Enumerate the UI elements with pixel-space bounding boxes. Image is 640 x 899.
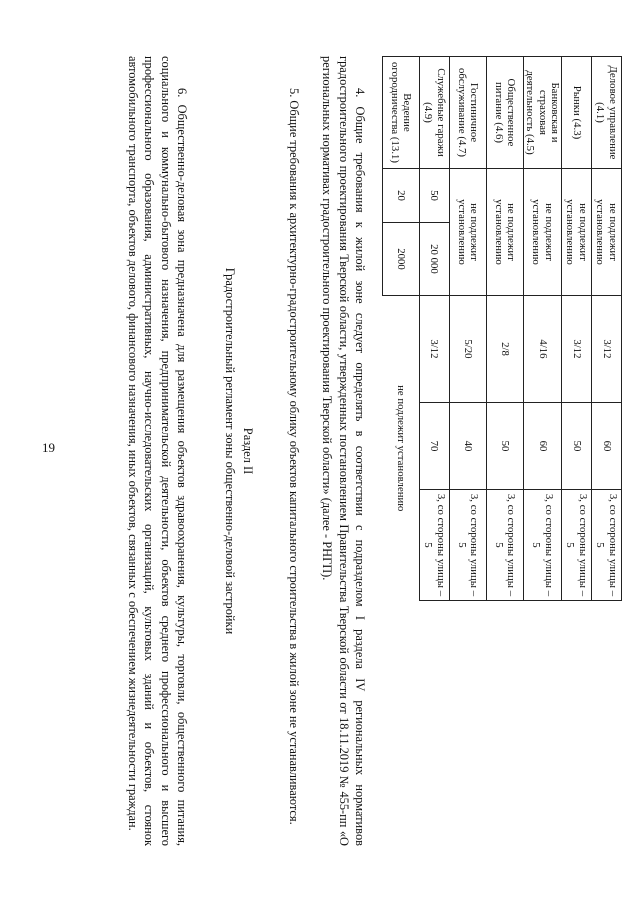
table-cell: 3, со стороны улицы – 5: [419, 490, 449, 601]
table-cell: 4/16: [523, 296, 561, 403]
table-cell: 3/12: [562, 296, 592, 403]
paragraph-4: 4. Общие требования к жилой зоне следует определять в соответствии с подразделом I раздела IV региональных нормативов градостроительного проектирования Тверской области, утвержденных постановлением Правительства Тверской области от 18.11.2019 № 455-пп «О региональных нормативах градостроительного проектирования Тверской области» (далее - РНГП).: [320, 56, 367, 846]
table-cell: не подлежит установлению: [486, 169, 523, 296]
paragraph-5: 5. Общие требования к архитектурно-градостроительному облику объектов капитального строительства в жилой зоне не устанавливаются.: [287, 88, 301, 825]
table-cell: 20 000: [419, 223, 449, 296]
table-cell: 3, со стороны улицы – 5: [449, 490, 486, 601]
table-cell: 40: [449, 403, 486, 490]
table-row: [382, 57, 419, 601]
table-cell: 60: [523, 403, 561, 490]
table-row: [523, 57, 561, 601]
table-cell: 2/8: [486, 296, 523, 403]
table-cell: Деловое управление (4.1): [592, 57, 622, 169]
table-cell: Общественное питание (4.6): [486, 57, 523, 169]
table-cell: Банковская и страховая деятельность (4.5): [523, 57, 561, 169]
table-cell: 50: [419, 169, 449, 223]
table-cell: 3, со стороны улицы – 5: [562, 490, 592, 601]
table-cell: 60: [592, 403, 622, 490]
table-cell: 3, со стороны улицы – 5: [486, 490, 523, 601]
paragraph-6: 6. Общественно-деловая зона предназначена для размещения объектов здравоохранения, культуры, торговли, общественного питания, социального и коммунально-бытового назначения, предпринимательской деятельности, объектов среднего профессионального и высшего профессионального образования, административных, научно-исследовательских организаций, культовых зданий и объектов, стоянок автомобильного транспорта, объектов делового, финансового назначения, иных объектов, связанных с обеспечением жизнедеятельности граждан.: [126, 56, 189, 846]
table-cell: не подлежит установлению: [523, 169, 561, 296]
zoning-parameters-table: [382, 56, 622, 601]
table-cell: 3/12: [419, 296, 449, 403]
section-title: Раздел II: [241, 427, 255, 475]
table-cell: 5/20: [449, 296, 486, 403]
table-cell: не подлежит установлению: [592, 169, 622, 296]
table-cell: 3, со стороны улицы – 5: [592, 490, 622, 601]
table-cell: 2000: [382, 223, 419, 296]
table-cell: Гостиничное обслуживание (4.7): [449, 57, 486, 169]
table-cell: Служебные гаражи (4.9): [419, 57, 449, 169]
table-cell: 50: [562, 403, 592, 490]
table-cell: не подлежит установлению: [562, 169, 592, 296]
table-cell: 50: [486, 403, 523, 490]
table-row: [419, 57, 449, 601]
table-cell: Рынки (4.3): [562, 57, 592, 169]
table-cell-merged: не подлежит установлению: [394, 385, 407, 512]
table-cell: 70: [419, 403, 449, 490]
table-row: [449, 57, 486, 601]
table-cell: 3/12: [592, 296, 622, 403]
page-number: 19: [42, 440, 55, 455]
rotated-page-content: [50, 50, 630, 850]
section-subtitle: Градостроительный регламент зоны общественно-деловой застройки: [223, 267, 237, 635]
table-cell: Ведение огородничества (13.1): [382, 57, 419, 169]
table-row: [592, 57, 622, 601]
table-row: [562, 57, 592, 601]
table-cell: не подлежит установлению: [449, 169, 486, 296]
table-cell: 3, со стороны улицы – 5: [523, 490, 561, 601]
table-row: [486, 57, 523, 601]
table-cell: 20: [382, 169, 419, 223]
